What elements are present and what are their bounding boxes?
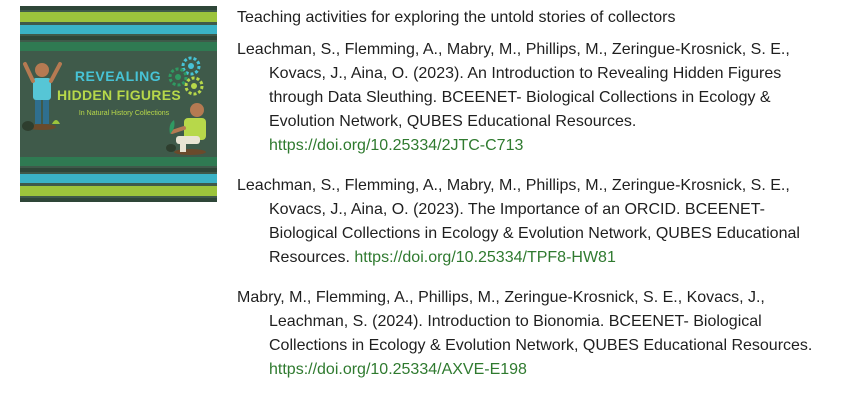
- reference-item: [237, 38, 837, 158]
- reference-citation: Mabry, M., Flemming, A., Phillips, M., Zeringue-Krosnick, S. E., Kovacs, J., Leachman, S. (2024). Introduction to Bionomia. BCEENET- Biological Collections in Ecology & Evolution Network, QUBES Educational Resources.: [237, 289, 813, 354]
- reference-citation: Leachman, S., Flemming, A., Mabry, M., Phillips, M., Zeringue-Krosnick, S. E., Kovacs, J., Aina, O. (2023). The Importance of an ORCID. BCEENET- Biological Collections in Ecology & Evolution Network, QUBES Educational Resources.: [237, 177, 800, 266]
- reference-item: [237, 286, 837, 382]
- graphic-subtitle: In Natural History Collections: [78, 110, 170, 117]
- reference-doi-link[interactable]: https://doi.org/10.25334/TPF8-HW81: [354, 249, 616, 266]
- revealing-hidden-figures-image: [20, 6, 217, 202]
- reference-doi-link[interactable]: https://doi.org/10.25334/AXVE-E198: [269, 361, 527, 378]
- intro-text: Teaching activities for exploring the untold stories of collectors: [237, 9, 676, 26]
- graphic-title-line1: REVEALING: [74, 68, 162, 84]
- graphic-title-line2: HIDDEN FIGURES: [57, 87, 181, 103]
- reference-item: [237, 174, 837, 270]
- reference-doi-link[interactable]: https://doi.org/10.25334/2JTC-C713: [269, 137, 524, 154]
- activities-content: [237, 6, 837, 398]
- reference-citation: Leachman, S., Flemming, A., Mabry, M., Phillips, M., Zeringue-Krosnick, S. E., Kovacs, J., Aina, O. (2023). An Introduction to Revealing Hidden Figures through Data Sleuthing. BCEENET- Biological Collections in Ecology & Evolution Network, QUBES Educational Resources.: [237, 41, 790, 130]
